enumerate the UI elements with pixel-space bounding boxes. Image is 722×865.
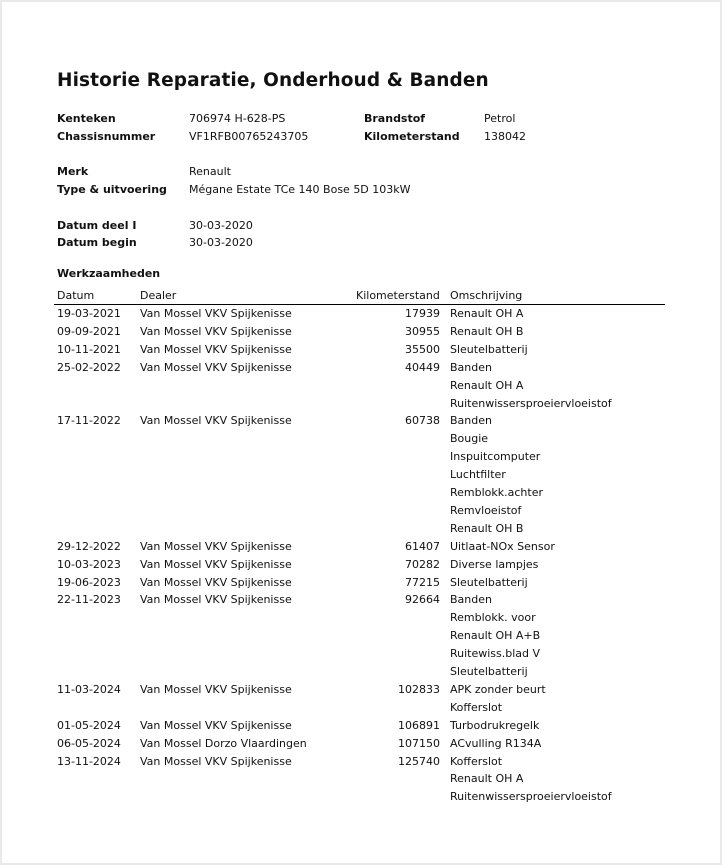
omschrijving-cell: Luchtfilter xyxy=(450,468,506,481)
omschrijving-cell: Renault OH A xyxy=(450,772,524,785)
datum-cell: 01-05-2024 xyxy=(57,719,121,732)
column-header-dealer: Dealer xyxy=(140,289,177,302)
omschrijving-cell: Uitlaat-NOx Sensor xyxy=(450,540,555,553)
kilometerstand-cell: 107150 xyxy=(398,737,440,750)
dealer-cell: Van Mossel VKV Spijkenisse xyxy=(140,343,292,356)
document-page xyxy=(2,2,720,863)
kilometerstand-cell: 61407 xyxy=(405,540,440,553)
datum-cell: 11-03-2024 xyxy=(57,683,121,696)
datum-cell: 19-06-2023 xyxy=(57,576,121,589)
omschrijving-cell: APK zonder beurt xyxy=(450,683,546,696)
kilometerstand-cell: 35500 xyxy=(405,343,440,356)
omschrijving-cell: Banden xyxy=(450,593,492,606)
brandstof-value: Petrol xyxy=(484,112,516,125)
omschrijving-cell: Kofferslot xyxy=(450,755,503,768)
omschrijving-cell: Renault OH B xyxy=(450,522,524,535)
kilometerstand-cell: 106891 xyxy=(398,719,440,732)
datum-cell: 29-12-2022 xyxy=(57,540,121,553)
dealer-cell: Van Mossel VKV Spijkenisse xyxy=(140,755,292,768)
omschrijving-cell: Renault OH A xyxy=(450,307,524,320)
chassis-label: Chassisnummer xyxy=(57,130,156,143)
kilometerstand-label: Kilometerstand xyxy=(364,130,460,143)
omschrijving-cell: Remblokk.achter xyxy=(450,486,544,499)
omschrijving-cell: Bougie xyxy=(450,432,489,445)
omschrijving-cell: Ruitenwissersproeiervloeistof xyxy=(450,397,612,410)
omschrijving-cell: Banden xyxy=(450,361,492,374)
type-value: Mégane Estate TCe 140 Bose 5D 103kW xyxy=(189,183,411,196)
omschrijving-cell: Renault OH A+B xyxy=(450,629,541,642)
dealer-cell: Van Mossel VKV Spijkenisse xyxy=(140,325,292,338)
omschrijving-cell: Diverse lampjes xyxy=(450,558,539,571)
brandstof-label: Brandstof xyxy=(364,112,426,125)
datum-cell: 17-11-2022 xyxy=(57,414,121,427)
datum-cell: 19-03-2021 xyxy=(57,307,121,320)
omschrijving-cell: Inspuitcomputer xyxy=(450,450,541,463)
header-divider xyxy=(54,304,665,305)
dealer-cell: Van Mossel VKV Spijkenisse xyxy=(140,593,292,606)
omschrijving-cell: Ruitewiss.blad V xyxy=(450,647,541,660)
dealer-cell: Van Mossel VKV Spijkenisse xyxy=(140,361,292,374)
kilometerstand-value: 138042 xyxy=(484,130,526,143)
column-header-kilometerstand: Kilometerstand xyxy=(356,289,440,302)
omschrijving-cell: Renault OH B xyxy=(450,325,524,338)
kilometerstand-cell: 92664 xyxy=(405,593,440,606)
kenteken-label: Kenteken xyxy=(57,112,116,125)
omschrijving-cell: ACvulling R134A xyxy=(450,737,542,750)
omschrijving-cell: Kofferslot xyxy=(450,701,503,714)
datum-cell: 10-11-2021 xyxy=(57,343,121,356)
datum-begin-value: 30-03-2020 xyxy=(189,236,253,249)
dealer-cell: Van Mossel VKV Spijkenisse xyxy=(140,540,292,553)
omschrijving-cell: Ruitenwissersproeiervloeistof xyxy=(450,790,612,803)
omschrijving-cell: Turbodrukregelk xyxy=(450,719,540,732)
kilometerstand-cell: 30955 xyxy=(405,325,440,338)
chassis-value: VF1RFB00765243705 xyxy=(189,130,309,143)
datum-cell: 06-05-2024 xyxy=(57,737,121,750)
kilometerstand-cell: 17939 xyxy=(405,307,440,320)
kenteken-value: 706974 H-628-PS xyxy=(189,112,286,125)
dealer-cell: Van Mossel VKV Spijkenisse xyxy=(140,719,292,732)
omschrijving-cell: Sleutelbatterij xyxy=(450,576,528,589)
omschrijving-cell: Renault OH A xyxy=(450,379,524,392)
omschrijving-cell: Banden xyxy=(450,414,492,427)
datum-deel-label: Datum deel I xyxy=(57,219,137,232)
kilometerstand-cell: 77215 xyxy=(405,576,440,589)
datum-cell: 09-09-2021 xyxy=(57,325,121,338)
dealer-cell: Van Mossel VKV Spijkenisse xyxy=(140,558,292,571)
column-header-omschrijving: Omschrijving xyxy=(450,289,523,302)
datum-cell: 10-03-2023 xyxy=(57,558,121,571)
omschrijving-cell: Sleutelbatterij xyxy=(450,343,528,356)
omschrijving-cell: Sleutelbatterij xyxy=(450,665,528,678)
dealer-cell: Van Mossel VKV Spijkenisse xyxy=(140,307,292,320)
kilometerstand-cell: 102833 xyxy=(398,683,440,696)
dealer-cell: Van Mossel VKV Spijkenisse xyxy=(140,414,292,427)
datum-cell: 22-11-2023 xyxy=(57,593,121,606)
section-title: Werkzaamheden xyxy=(57,267,161,280)
omschrijving-cell: Remvloeistof xyxy=(450,504,522,517)
dealer-cell: Van Mossel Dorzo Vlaardingen xyxy=(140,737,307,750)
column-header-datum: Datum xyxy=(57,289,95,302)
datum-deel-value: 30-03-2020 xyxy=(189,219,253,232)
dealer-cell: Van Mossel VKV Spijkenisse xyxy=(140,576,292,589)
datum-cell: 13-11-2024 xyxy=(57,755,121,768)
omschrijving-cell: Remblokk. voor xyxy=(450,611,536,624)
dealer-cell: Van Mossel VKV Spijkenisse xyxy=(140,683,292,696)
page-title: Historie Reparatie, Onderhoud & Banden xyxy=(57,70,489,91)
kilometerstand-cell: 40449 xyxy=(405,361,440,374)
datum-cell: 25-02-2022 xyxy=(57,361,121,374)
kilometerstand-cell: 125740 xyxy=(398,755,440,768)
kilometerstand-cell: 60738 xyxy=(405,414,440,427)
kilometerstand-cell: 70282 xyxy=(405,558,440,571)
merk-value: Renault xyxy=(189,165,231,178)
merk-label: Merk xyxy=(57,165,89,178)
datum-begin-label: Datum begin xyxy=(57,236,137,249)
type-label: Type & uitvoering xyxy=(57,183,167,196)
